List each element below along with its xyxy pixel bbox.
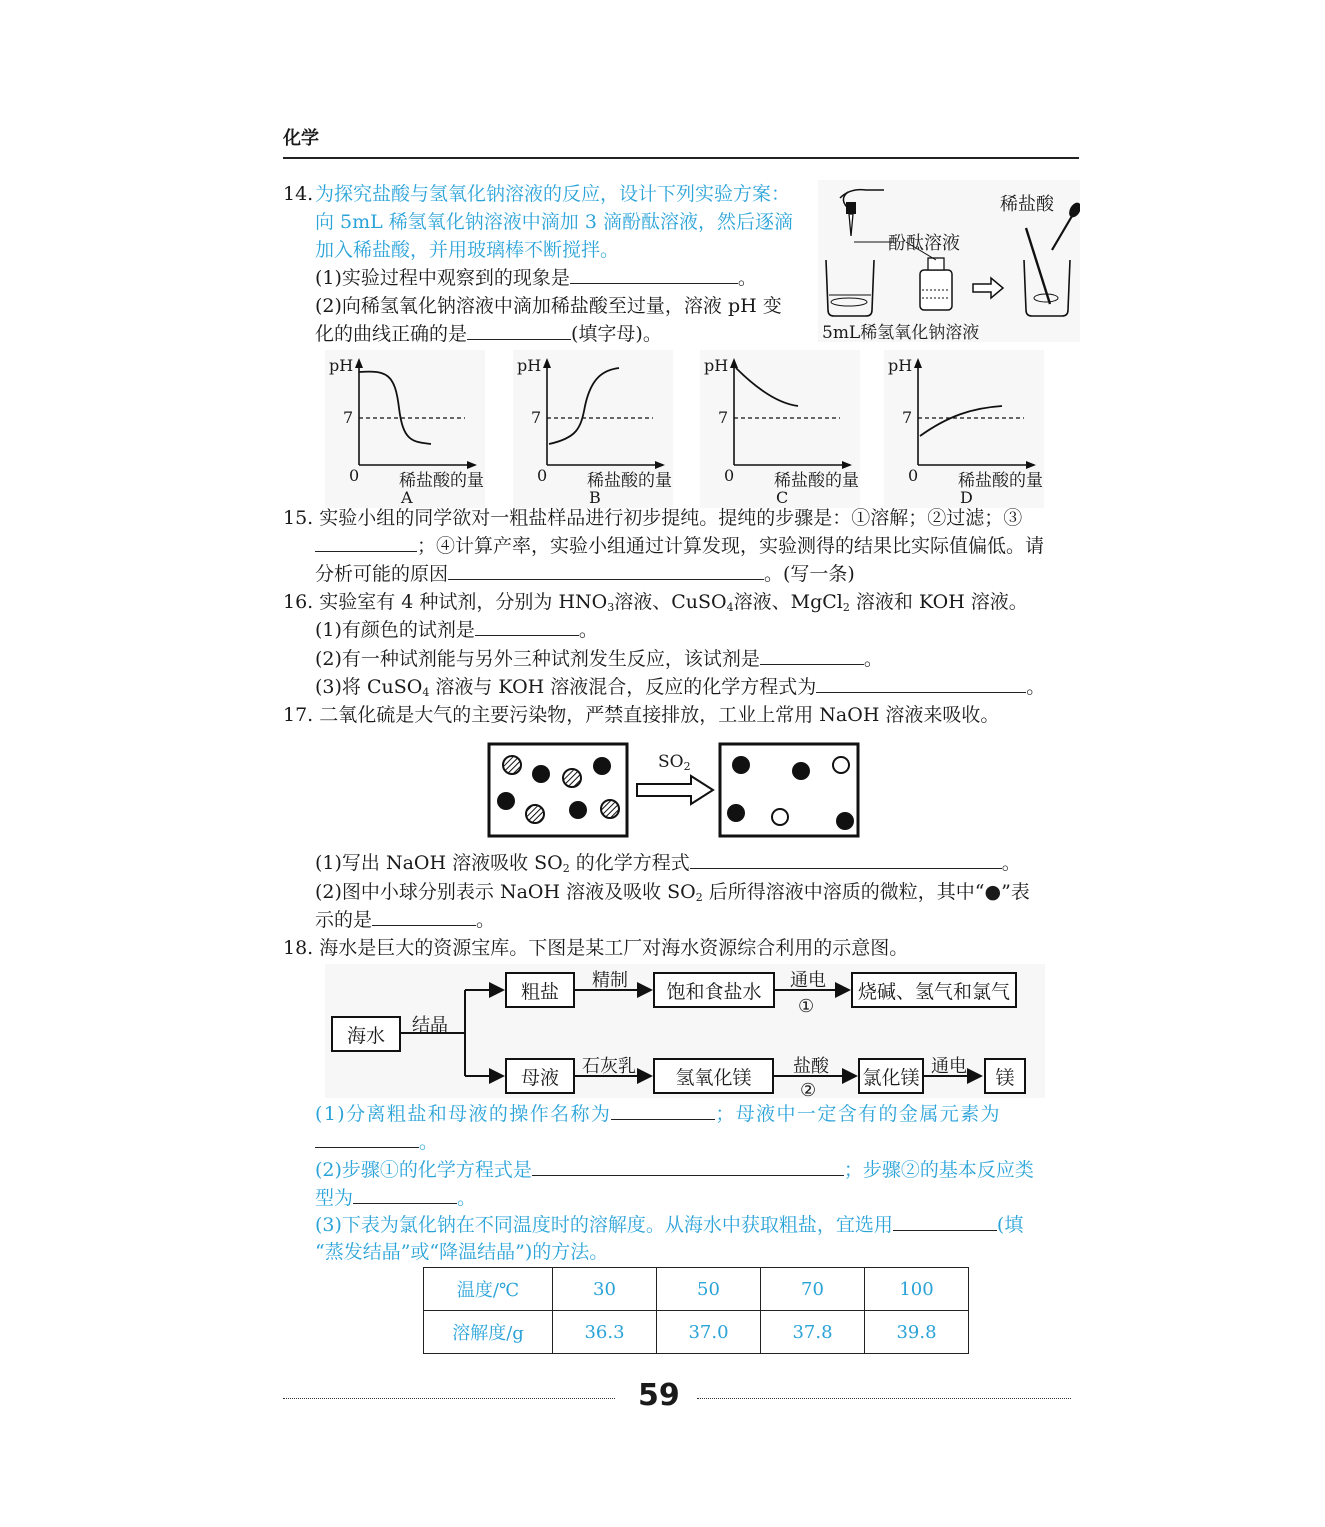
label-phenolphthalein: 酚酞溶液: [888, 233, 960, 254]
table-cell: 100: [865, 1268, 969, 1311]
answer-blank[interactable]: [760, 646, 864, 665]
answer-blank[interactable]: [448, 561, 764, 580]
ph-graph-c: [700, 350, 860, 508]
subscript: 2: [695, 891, 703, 904]
q18-part3-cont: “蒸发结晶”或“降温结晶”)的方法。: [315, 1241, 609, 1263]
x-axis-label: 稀盐酸的量: [774, 471, 859, 491]
y-axis-arrow: [730, 358, 738, 368]
q18-part1-cont: [315, 1128, 438, 1156]
edge-label-crystallize: 结晶: [412, 1015, 448, 1036]
subscript: 2: [683, 760, 691, 773]
origin-label: 0: [349, 466, 360, 485]
edge-label-electrolysis-1: 通电: [790, 970, 826, 991]
period: 。: [476, 909, 496, 931]
answer-blank[interactable]: [372, 907, 476, 926]
q17-part1-text-a: (1)写出 NaOH 溶液吸收 SO: [315, 852, 563, 874]
ph-curve: [359, 372, 431, 444]
q16-part2: [315, 645, 883, 673]
node-products: 烧碱、氢气和氯气: [851, 972, 1017, 1008]
q15-line3: [315, 560, 855, 588]
answer-blank[interactable]: [816, 674, 1026, 693]
q15-line3-text: 分析可能的原因: [315, 563, 449, 585]
edge-label-step-1: ①: [798, 996, 815, 1017]
origin-label: 0: [724, 466, 735, 485]
tick-label-7: 7: [531, 408, 542, 427]
ph-graph-d: [884, 350, 1044, 508]
table-cell: 37.0: [657, 1311, 761, 1354]
table-row: [424, 1268, 969, 1311]
edge-label-refine: 精制: [592, 970, 628, 991]
answer-blank[interactable]: [570, 265, 738, 284]
table-cell: 50: [657, 1268, 761, 1311]
ph-curve: [736, 368, 798, 406]
q14-number: 14.: [283, 183, 314, 205]
answer-blank[interactable]: [475, 617, 579, 636]
q18-part2-cont: [315, 1184, 476, 1212]
q14-part2-text: 化的曲线正确的是: [315, 323, 468, 345]
edge-label-step-2: ②: [800, 1080, 817, 1101]
table-cell: 39.8: [865, 1311, 969, 1354]
graph-option-letter: D: [960, 488, 973, 507]
q17-line1: 17. 二氧化硫是大气的主要污染物，严禁直接排放，工业上常用 NaOH 溶液来吸收。: [283, 704, 1000, 726]
edge-label-electrolysis-2: 通电: [931, 1056, 967, 1077]
q18-part2-text-a: (2)步骤①的化学方程式是: [315, 1159, 532, 1181]
table-cell: 70: [761, 1268, 865, 1311]
q18-part1: [315, 1100, 1001, 1128]
subscript: 4: [726, 601, 734, 614]
q14-part2-cont: [315, 320, 662, 348]
dropper-bulb: [846, 202, 856, 214]
node-crude-salt: 粗盐: [505, 972, 575, 1008]
answer-blank[interactable]: [315, 533, 417, 552]
answer-blank[interactable]: [611, 1101, 715, 1120]
q17-part2-cont-text: 示的是: [315, 909, 373, 931]
period: 。: [578, 619, 598, 641]
q15-hint: 。(写一条): [764, 563, 855, 585]
q15-line2: [315, 532, 1044, 560]
table-row: [424, 1311, 969, 1354]
y-axis-label: pH: [517, 356, 542, 375]
table-cell: 温度/℃: [424, 1268, 553, 1311]
y-axis-label: pH: [329, 356, 354, 375]
fill-letter-hint: (填字母)。: [571, 323, 662, 345]
answer-blank[interactable]: [532, 1157, 844, 1176]
graph-option-letter: B: [589, 488, 601, 507]
q16-part3-text-a: (3)将 CuSO: [315, 676, 423, 698]
node-mg-hydroxide: 氢氧化镁: [653, 1058, 774, 1094]
reaction-arrow-icon: [637, 776, 713, 804]
answer-blank[interactable]: [467, 321, 571, 340]
label-naoh-solution: 5mL稀氢氧化钠溶液: [822, 323, 980, 343]
graph-option-letter: A: [401, 488, 413, 507]
edge-label-hcl: 盐酸: [793, 1056, 829, 1077]
tick-label-7: 7: [718, 408, 729, 427]
x-axis-label: 稀盐酸的量: [399, 471, 484, 491]
q15-line2-text: ；④计算产率，实验小组通过计算发现，实验测得的结果比实际值偏低。请: [417, 535, 1045, 557]
so2-arrow-label: [658, 752, 691, 773]
ph-graph-a: [325, 350, 485, 508]
q16-text-c: 溶液、CuSO: [614, 591, 727, 613]
q15-line1: 15. 实验小组的同学欲对一粗盐样品进行初步提纯。提纯的步骤是：①溶解；②过滤；③: [283, 507, 1023, 529]
q17-part2-text-a: (2)图中小球分别表示 NaOH 溶液及吸收 SO: [315, 881, 696, 903]
node-mother-liquor: 母液: [505, 1058, 575, 1094]
table-cell: 37.8: [761, 1311, 865, 1354]
q17-part2-text-e: ”表: [1001, 881, 1030, 903]
solid-ball-icon: ●: [984, 881, 1002, 903]
answer-blank[interactable]: [315, 1129, 419, 1148]
q18-part3: [315, 1211, 1023, 1239]
label-dilute-hcl: 稀盐酸: [1000, 194, 1054, 215]
q16-part3-text-c: 溶液与 KOH 溶液混合，反应的化学方程式为: [429, 676, 817, 698]
node-magnesium: 镁: [984, 1058, 1026, 1094]
node-mg-chloride: 氯化镁: [858, 1058, 924, 1094]
answer-blank[interactable]: [690, 850, 1002, 869]
subscript: 3: [607, 601, 615, 614]
period: 。: [1026, 676, 1046, 698]
period: 。: [457, 1187, 477, 1209]
period: 。: [1001, 852, 1021, 874]
y-axis-label: pH: [704, 356, 729, 375]
ph-curve: [920, 406, 1002, 436]
answer-blank[interactable]: [893, 1212, 997, 1231]
q17-part1-text-c: 的化学方程式: [569, 852, 690, 874]
solubility-table: [423, 1267, 969, 1354]
subscript: 4: [422, 686, 430, 699]
ph-graph-b: [513, 350, 673, 508]
q14-part1: [315, 264, 757, 292]
running-header: 化学: [283, 128, 319, 149]
y-axis-arrow: [355, 358, 363, 368]
table-cell: 溶解度/g: [424, 1311, 553, 1354]
q16-text-a: 16. 实验室有 4 种试剂，分别为 HNO: [283, 591, 608, 613]
q17-part2-text-c: 后所得溶液中溶质的微粒，其中“: [702, 881, 985, 903]
footer-rule-right: [697, 1398, 1071, 1399]
q18-part1-text-a: (1)分离粗盐和母液的操作名称为: [315, 1103, 612, 1125]
q14-line3: 加入稀盐酸，并用玻璃棒不断搅拌。: [315, 239, 620, 261]
graph-option-letter: C: [776, 488, 789, 507]
q16-part1: [315, 616, 598, 644]
q16-part1-text: (1)有颜色的试剂是: [315, 619, 475, 641]
q16-text-g: 溶液和 KOH 溶液。: [849, 591, 1028, 613]
q16-text-e: 溶液、MgCl: [733, 591, 843, 613]
q18-part3-text-b: (填: [996, 1214, 1024, 1236]
q18-part2-text-b: ；步骤②的基本反应类: [843, 1159, 1034, 1181]
x-axis-label: 稀盐酸的量: [958, 471, 1043, 491]
q18-line1: 18. 海水是巨大的资源宝库。下图是某工厂对海水资源综合利用的示意图。: [283, 937, 909, 959]
node-brine: 饱和食盐水: [653, 972, 775, 1008]
origin-label: 0: [537, 466, 548, 485]
table-cell: 36.3: [553, 1311, 657, 1354]
answer-blank[interactable]: [353, 1185, 457, 1204]
q16-part2-text: (2)有一种试剂能与另外三种试剂发生反应，该试剂是: [315, 648, 760, 670]
period: 。: [863, 648, 883, 670]
header-rule: [283, 157, 1079, 159]
node-seawater: 海水: [331, 1016, 401, 1052]
tick-label-7: 7: [343, 408, 354, 427]
period: 。: [737, 267, 757, 289]
q14-part1-text: (1)实验过程中观察到的现象是: [315, 267, 570, 289]
tick-label-7: 7: [902, 408, 913, 427]
y-axis-arrow: [543, 358, 551, 368]
q18-part1-text-b: ；母液中一定含有的金属元素为: [715, 1103, 1001, 1125]
y-axis-arrow: [914, 358, 922, 368]
table-cell: 30: [553, 1268, 657, 1311]
q14-line2: 向 5mL 稀氢氧化钠溶液中滴加 3 滴酚酞溶液，然后逐滴: [315, 211, 793, 233]
x-axis-label: 稀盐酸的量: [587, 471, 672, 491]
footer-rule-left: [283, 1398, 615, 1399]
q14-part2: (2)向稀氢氧化钠溶液中滴加稀盐酸至过量，溶液 pH 变: [315, 295, 782, 317]
period: 。: [419, 1131, 439, 1153]
page-number: 59: [638, 1378, 680, 1413]
q14-line1: 为探究盐酸与氢氧化钠溶液的反应，设计下列实验方案：: [315, 183, 791, 205]
subscript: 2: [562, 862, 570, 875]
q18-part2: [315, 1156, 1034, 1184]
q18-part3-text-a: (3)下表为氯化钠在不同温度时的溶解度。从海水中获取粗盐，宜选用: [315, 1214, 893, 1236]
so2-text: SO: [658, 752, 684, 772]
subscript: 2: [842, 601, 850, 614]
q18-part2-cont-text: 型为: [315, 1187, 354, 1209]
q17-part2-cont: [315, 906, 495, 934]
origin-label: 0: [908, 466, 919, 485]
y-axis-label: pH: [888, 356, 913, 375]
edge-label-lime-milk: 石灰乳: [582, 1056, 636, 1077]
ph-curve: [549, 368, 619, 444]
